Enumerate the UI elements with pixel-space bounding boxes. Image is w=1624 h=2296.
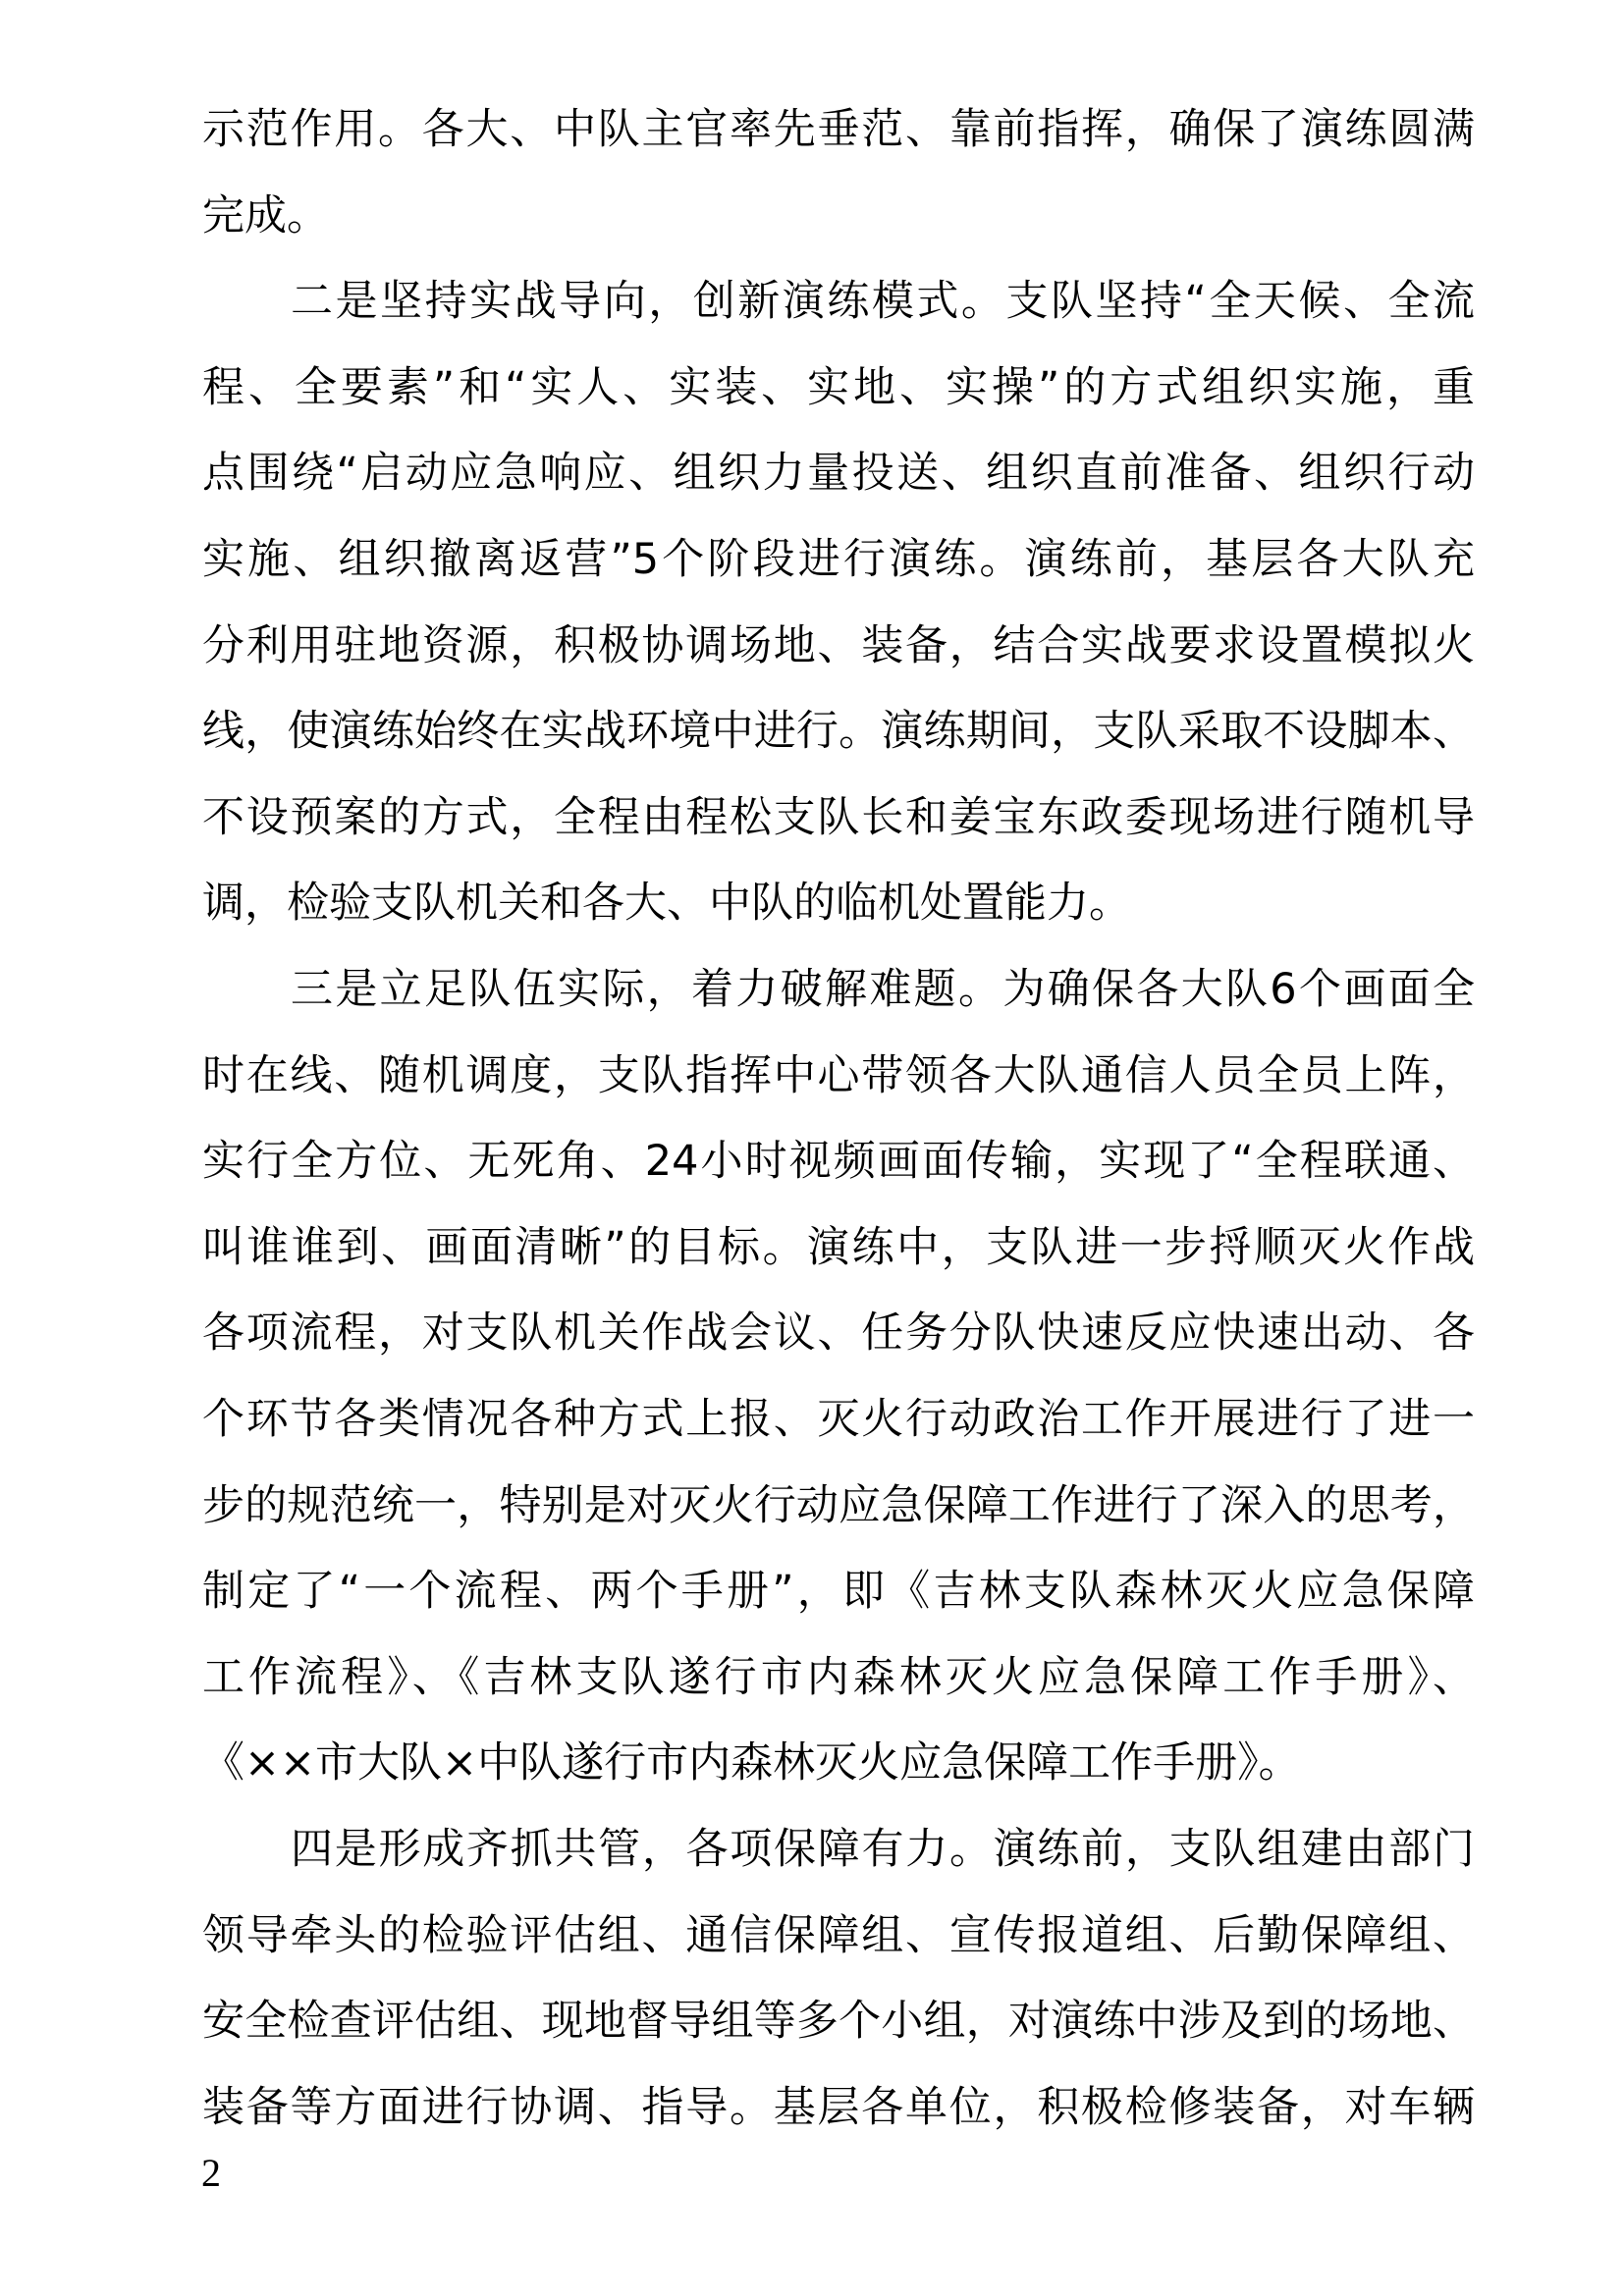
text-line: 点围绕“启动应急响应、组织力量投送、组织直前准备、组织行动 (202, 449, 1475, 499)
text-line: 装备等方面进行协调、指导。基层各单位，积极检修装备，对车辆 (202, 2082, 1475, 2132)
text-line: 领导牵头的检验评估组、通信保障组、宣传报道组、后勤保障组、 (202, 1910, 1475, 1960)
text-line: 二是坚持实战导向，创新演练模式。支队坚持“全天候、全流 (291, 277, 1475, 327)
text-line: 步的规范统一，特别是对灭火行动应急保障工作进行了深入的思考， (202, 1480, 1475, 1530)
page-number: 2 (201, 2151, 221, 2195)
text-line: 线，使演练始终在实战环境中进行。演练期间，支队采取不设脚本、 (202, 707, 1475, 757)
text-line: 实行全方位、无死角、24小时视频画面传输，实现了“全程联通、 (202, 1137, 1475, 1187)
text-line: 叫谁谁到、画面清晰”的目标。演练中，支队进一步捋顺灭火作战 (202, 1222, 1475, 1272)
text-line: 三是立足队伍实际，着力破解难题。为确保各大队6个画面全 (291, 965, 1475, 1014)
text-line: 示范作用。各大、中队主官率先垂范、靠前指挥，确保了演练圆满 (202, 105, 1475, 154)
text-line: 完成。 (202, 190, 329, 240)
text-line: 《××市大队×中队遂行市内森林灭火应急保障工作手册》。 (202, 1738, 1301, 1789)
text-line: 调，检验支队机关和各大、中队的临机处置能力。 (202, 879, 1131, 929)
text-line: 程、全要素”和“实人、实装、实地、实操”的方式组织实施，重 (202, 362, 1475, 412)
text-line: 不设预案的方式，全程由程松支队长和姜宝东政委现场进行随机导 (202, 792, 1475, 842)
text-line: 分利用驻地资源，积极协调场地、装备，结合实战要求设置模拟火 (202, 620, 1475, 670)
text-line: 工作流程》、《吉林支队遂行市内森林灭火应急保障工作手册》、 (202, 1652, 1475, 1702)
text-line: 制定了“一个流程、两个手册”，即《吉林支队森林灭火应急保障 (202, 1567, 1475, 1617)
text-line: 时在线、随机调度，支队指挥中心带领各大队通信人员全员上阵， (202, 1050, 1475, 1100)
text-line: 安全检查评估组、现地督导组等多个小组，对演练中涉及到的场地、 (202, 1997, 1475, 2047)
text-line: 实施、组织撤离返营”5个阶段进行演练。演练前，基层各大队充 (202, 535, 1475, 584)
text-line: 四是形成齐抓共管，各项保障有力。演练前，支队组建由部门 (291, 1825, 1475, 1874)
text-line: 个环节各类情况各种方式上报、灭火行动政治工作开展进行了进一 (202, 1395, 1475, 1444)
text-line: 各项流程，对支队机关作战会议、任务分队快速反应快速出动、各 (202, 1308, 1475, 1359)
